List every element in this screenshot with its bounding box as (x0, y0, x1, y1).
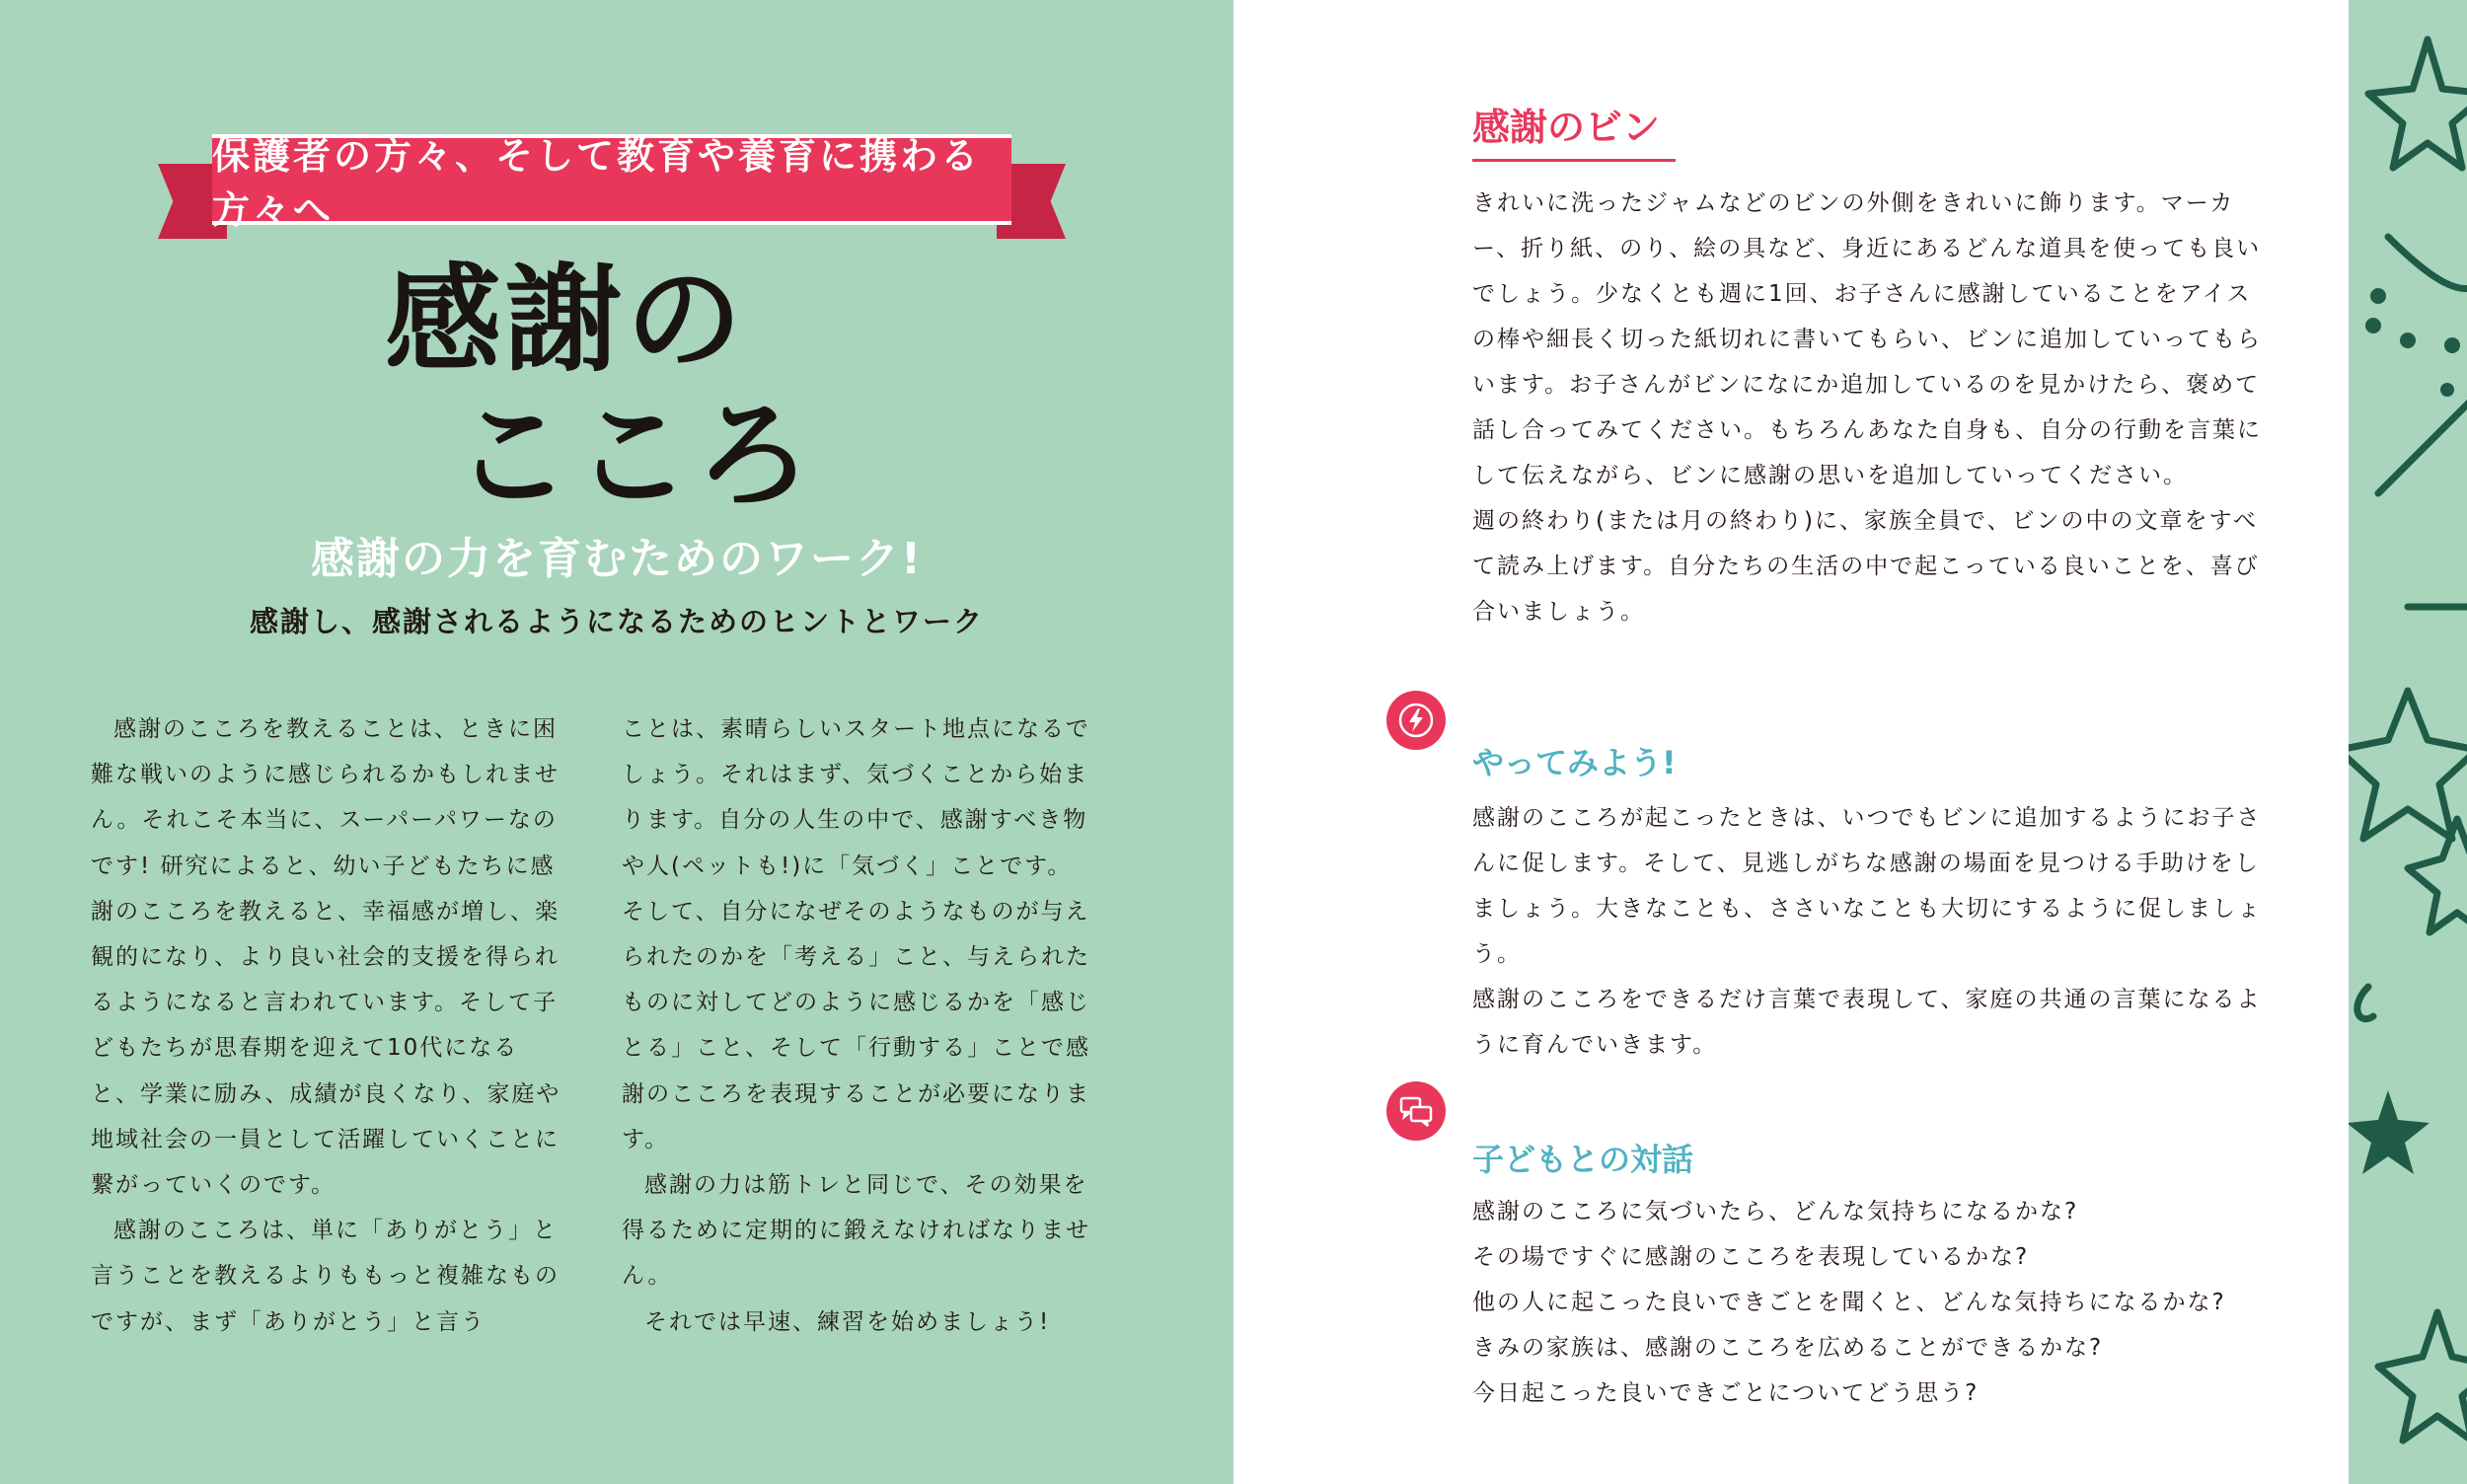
subtitle: 感謝の力を育むためのワーク! (310, 534, 924, 584)
paragraph: 感謝のこころが起こったときは、いつでもビンに追加するようにお子さんに促します。そして、見逃しがちな感謝の場面を見つける手助けをしましょう。大きなことも、ささいなことも大切にするように促しましょう。 (1472, 805, 2262, 967)
speech-bubbles-icon (1386, 1081, 1446, 1141)
question-item: 感謝のこころに気づいたら、どんな気持ちになるかな? (1472, 1199, 2079, 1224)
paragraph: きれいに洗ったジャムなどのビンの外側をきれいに飾ります。マーカー、折り紙、のり、絵の具など、身近にあるどんな道具を使っても良いでしょう。少なくとも週に1回、お子さんに感謝していることをアイスの棒や細長く切った紙切れに書いてもらい、ビンに追加していってもらいます。お子さんがビンになにか追加しているのを見かけたら、褒めて話し合ってみてください。もちろんあなた自身も、自分の行動を言葉にして伝えながら、ビンに感謝の思いを追加していってください。 (1472, 190, 2262, 488)
section-title-try: やってみよう! (1472, 744, 1677, 781)
paragraph: 感謝のこころをできるだけ言葉で表現して、家庭の共通の言葉になるように育んでいきます。 (1472, 987, 2262, 1058)
dot-doodle (2400, 333, 2416, 348)
section-title-dialogue: 子どもとの対話 (1472, 1141, 1694, 1178)
section-title-jar: 感謝のビン (1472, 97, 1676, 162)
dot-doodle (2444, 337, 2460, 353)
paragraph: 感謝の力は筋トレと同じで、その効果を得るために定期的に鍛えなければなりません。 (622, 1172, 1090, 1290)
banner-text: 保護者の方々、そして教育や養育に携わる方々へ (212, 134, 1011, 225)
swoosh-doodle (2388, 237, 2467, 289)
lightning-icon (1386, 691, 1446, 750)
subtitle-secondary: 感謝し、感謝されるようになるためのヒントとワーク (249, 605, 984, 638)
question-item: きみの家族は、感謝のこころを広めることができるかな? (1472, 1335, 2104, 1361)
ribbon-banner (158, 128, 1066, 247)
paragraph: それでは早速、練習を始めましょう! (644, 1308, 1051, 1335)
section-dialogue-questions (1472, 1189, 2262, 1416)
section-jar-body (1472, 181, 2262, 634)
decorative-strip (2349, 0, 2467, 1484)
dot-doodle (2365, 318, 2381, 334)
dot-doodle (2370, 288, 2386, 304)
paragraph: 週の終わり(または月の終わり)に、家族全員で、ビンの中の文章をすべて読み上げます。自分たちの生活の中で起こっている良いことを、喜び合いましょう。 (1472, 508, 2260, 625)
title-line-1: 感謝の (385, 252, 747, 388)
star-outline-icon (2349, 691, 2467, 839)
question-item: 今日起こった良いできごとについてどう思う? (1472, 1380, 1980, 1406)
star-outline-icon (2378, 1312, 2467, 1441)
star-outline-icon (2408, 819, 2467, 932)
paragraph: 感謝のこころは、単に「ありがとう」と言うことを教えるよりももっと複雑なものですが、まず「ありがとう」と言う (91, 1218, 560, 1335)
dot-doodle (2440, 383, 2454, 397)
paragraph: ことは、素晴らしいスタート地点になるでしょう。それはまず、気づくことから始まります。自分の人生の中で、感謝すべき物や人(ペットも!)に「気づく」ことです。そして、自分になぜそのようなものが与えられたのかを「考える」こと、与えられたものに対してどのように感じるかを「感じとる」こと、そして「行動する」ことで感謝のこころを表現することが必要になります。 (622, 716, 1090, 1152)
title-line-2: こころ (454, 388, 816, 524)
slash-doodle (2378, 395, 2467, 493)
question-item: その場ですぐに感謝のこころを表現しているかな? (1472, 1244, 2030, 1270)
star-outline-icon (2368, 39, 2467, 168)
doodle-pattern (2349, 0, 2467, 1484)
body-column-1 (91, 706, 564, 1345)
question-item: 他の人に起こった良いできごとを聞くと、どんな気持ちになるかな? (1472, 1290, 2226, 1315)
loop-doodle (2357, 987, 2373, 1019)
body-column-2 (622, 706, 1095, 1345)
page-title (385, 252, 815, 524)
section-try-body (1472, 795, 2262, 1068)
paragraph: 感謝のこころを教えることは、ときに困難な戦いのように感じられるかもしれません。それこそ本当に、スーパーパワーなのです! 研究によると、幼い子どもたちに感謝のこころを教えると、幸福感が増し、楽観的になり、より良い社会的支援を得られるようになると言われています。そして子どもたちが思春期を迎えて10代になると、学業に励み、成績が良くなり、家庭や地域社会の一員として活躍していくことに繋がっていくのです。 (91, 716, 561, 1199)
star-solid-icon (2349, 1090, 2430, 1174)
